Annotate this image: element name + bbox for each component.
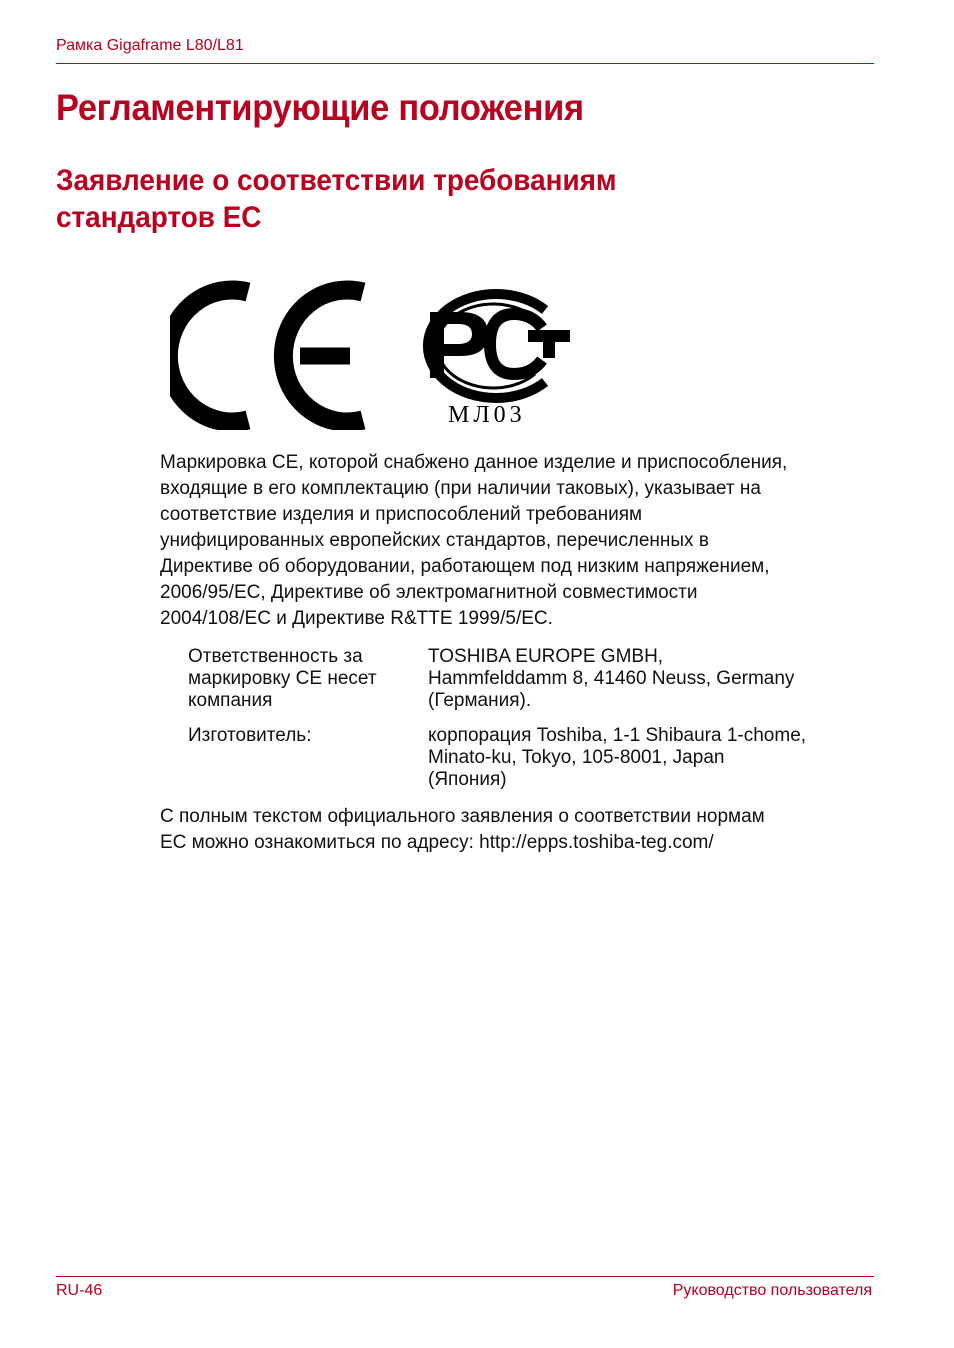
label-line: Ответственность за	[188, 646, 363, 667]
label-line: компания	[188, 690, 273, 711]
certification-marks	[170, 280, 590, 430]
header-divider	[56, 63, 874, 64]
paragraph-line: унифицированных европейских стандартов, перечисленных в	[160, 530, 709, 551]
value-line: Minato-ku, Tokyo, 105-8001, Japan	[428, 747, 725, 768]
table-row	[188, 725, 878, 791]
row-value	[428, 646, 878, 712]
paragraph-line: Маркировка CE, которой снабжено данное изделие и приспособления,	[160, 452, 788, 473]
pct-mark-logo	[428, 294, 570, 398]
paragraph-line: С полным текстом официального заявления о соответствии нормам	[160, 806, 765, 827]
row-label	[188, 725, 428, 791]
label-line: маркировку CE несет	[188, 668, 377, 689]
paragraph-line: Директиве об оборудовании, работающем под низким напряжением,	[160, 556, 770, 577]
value-line: TOSHIBA EUROPE GMBH,	[428, 646, 664, 667]
paragraph-line: 2006/95/EC, Директиве об электромагнитной совместимости	[160, 582, 698, 603]
row-label	[188, 646, 428, 712]
responsibility-table	[188, 646, 878, 804]
label-line: Изготовитель:	[188, 725, 312, 746]
page-title: Регламентирующие положения	[56, 87, 584, 128]
ce-declaration-paragraph	[160, 450, 880, 632]
paragraph-line: соответствие изделия и приспособлений требованиям	[160, 504, 643, 525]
ce-mark-logo	[170, 290, 363, 422]
paragraph-line: ЕС можно ознакомиться по адресу: http://epps.toshiba-teg.com/	[160, 832, 714, 853]
value-line: Hammfelddamm 8, 41460 Neuss, Germany	[428, 668, 795, 689]
paragraph-line: 2004/108/EC и Директиве R&TTE 1999/5/EC.	[160, 608, 553, 629]
table-row	[188, 646, 878, 712]
section-title-line-2: стандартов ЕС	[56, 201, 262, 234]
value-line: корпорация Toshiba, 1-1 Shibaura 1-chome,	[428, 725, 807, 746]
section-title-line-1: Заявление о соответствии требованиям	[56, 164, 617, 197]
paragraph-line: входящие в его комплектацию (при наличии таковых), указывает на	[160, 478, 761, 499]
value-line: (Германия).	[428, 690, 532, 711]
document-name: Руководство пользователя	[672, 1282, 872, 1299]
section-title	[56, 162, 617, 236]
running-header: Рамка Gigaframe L80/L81	[56, 37, 244, 54]
row-value	[428, 725, 878, 791]
closing-paragraph	[160, 804, 880, 856]
footer-divider	[56, 1276, 874, 1277]
pct-mark-caption: МЛ03	[448, 402, 526, 428]
value-line: (Япония)	[428, 769, 507, 790]
page-number: RU-46	[56, 1282, 103, 1299]
